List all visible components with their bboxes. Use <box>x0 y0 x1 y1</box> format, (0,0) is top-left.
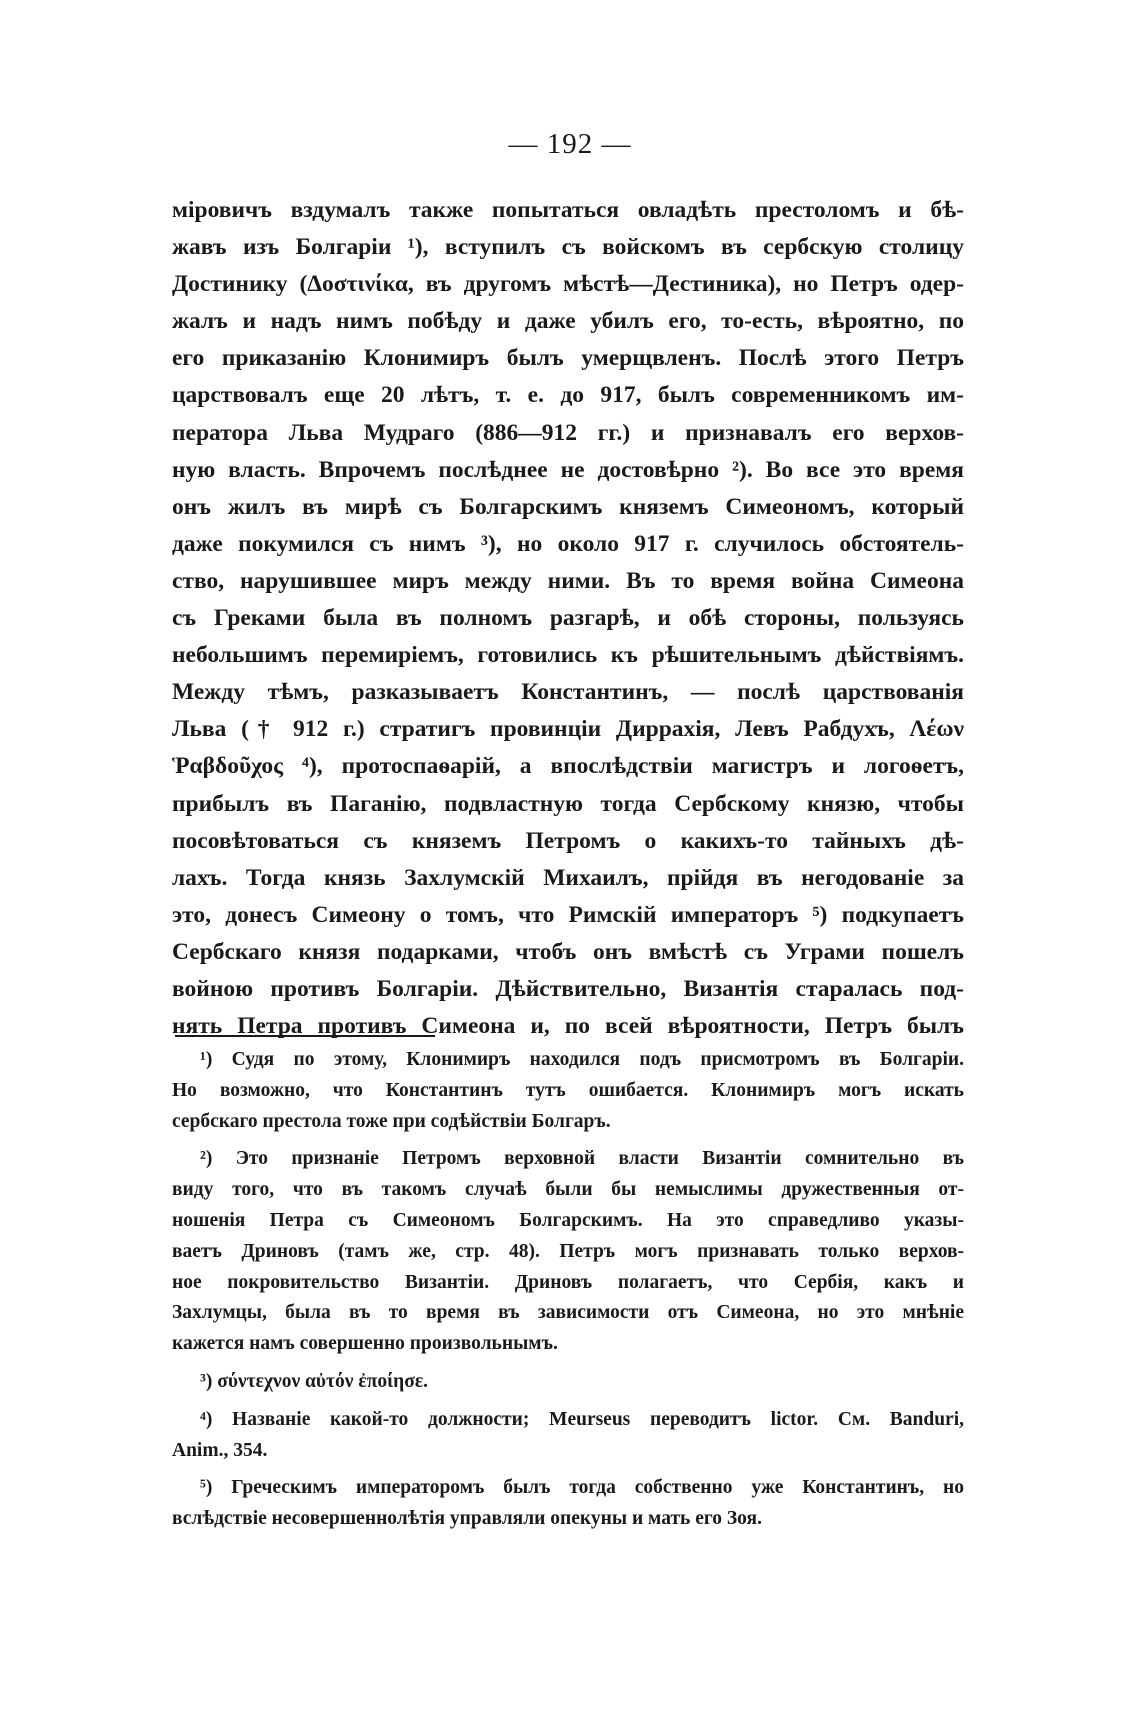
text-line: царствовалъ еще 20 лѣтъ, т. е. до 917, былъ современникомъ им- <box>172 382 964 409</box>
text-line: ство, нарушившее миръ между ними. Въ то время война Симеона <box>172 567 964 594</box>
footnote-2 <box>172 1144 964 1360</box>
text-line: посовѣтоваться съ княземъ Петромъ о какихъ-то тайныхъ дѣ- <box>172 827 964 854</box>
footnote-line: ное покровительство Византіи. Дриновъ полагаетъ, что Сербія, какъ и <box>172 1271 964 1293</box>
text-line: міровичъ вздумалъ также попытаться овладѣть престоломъ и бѣ- <box>172 197 964 223</box>
footnote-line: ⁵) Греческимъ императоромъ былъ тогда собственно уже Константинъ, но <box>200 1477 964 1499</box>
text-line: Сербскаго князя подарками, чтобъ онъ вмѣстѣ съ Уграми пошелъ <box>172 938 964 965</box>
text-line: Между тѣмъ, разказываетъ Константинъ, — послѣ царствованія <box>172 679 964 706</box>
footnote-5 <box>172 1473 964 1535</box>
footnote-4 <box>172 1405 964 1467</box>
text-line: это, донесъ Симеону о томъ, что Римскій императоръ ⁵) подкупаетъ <box>172 901 964 928</box>
text-line: его приказанію Клонимиръ былъ умерщвленъ. Послѣ этого Петръ <box>172 345 964 372</box>
text-line: даже покумился съ нимъ ³), но около 917 г. случилось обстоятель- <box>172 530 964 557</box>
footnote-line: ²) Это признаніе Петромъ верховной власти Византіи сомнительно въ <box>200 1148 964 1170</box>
text-line: ную власть. Впрочемъ послѣднее не достовѣрно ²). Во все это время <box>172 456 964 483</box>
footnote-line: ⁴) Названіе какой-то должности; Meurseus переводитъ lictor. См. Banduri, <box>200 1408 964 1430</box>
footnote-line: Захлумцы, была въ то время въ зависимости отъ Симеона, но это мнѣніе <box>172 1302 964 1324</box>
main-text <box>172 192 964 1045</box>
text-line: жалъ и надъ нимъ побѣду и даже убилъ его, то-есть, вѣроятно, по <box>172 308 964 335</box>
footnote-line: Но возможно, что Константинъ тутъ ошибается. Клонимиръ могъ искать <box>172 1079 964 1101</box>
text-line: Ῥαβδοῦχος ⁴), протоспаѳарій, а впослѣдствіи магистръ и логоѳетъ, <box>172 753 964 780</box>
footnote-line: ношенія Петра съ Симеономъ Болгарскимъ. На это справедливо указы- <box>172 1209 964 1231</box>
text-line: войною противъ Болгаріи. Дѣйствительно, Византія старалась под- <box>172 975 964 1002</box>
footnote-line: ¹) Судя по этому, Клонимиръ находился подъ присмотромъ въ Болгаріи. <box>200 1049 964 1070</box>
text-line: прибылъ въ Паганію, подвластную тогда Сербскому князю, чтобы <box>172 790 964 817</box>
footnote-line: виду того, что въ такомъ случаѣ были бы немыслимы дружественныя от- <box>172 1179 964 1201</box>
text-line: лахъ. Тогда князь Захлумскій Михаилъ, прійдя въ негодованіе за <box>172 864 964 891</box>
text-line: жавъ изъ Болгаріи ¹), вступилъ съ войскомъ въ сербскую столицу <box>172 234 964 261</box>
footnote-1 <box>172 1045 964 1137</box>
footnote-3 <box>172 1367 964 1398</box>
text-line: съ Греками была въ полномъ разгарѣ, и обѣ стороны, пользуясь <box>172 605 964 632</box>
text-line: нять Петра противъ Симеона и, по всей вѣроятности, Петръ былъ <box>172 1013 964 1040</box>
footnote-line: вслѣдствіе несовершеннолѣтія управляли опекуны и мать его Зоя. <box>172 1508 762 1530</box>
footnote-separator <box>175 1035 435 1037</box>
page-number: — 192 — <box>508 128 632 160</box>
text-line: Льва († 912 г.) стратигъ провинціи Диррахія, Левъ Рабдухъ, Λέων <box>172 716 964 743</box>
footnote-line: Anim., 354. <box>172 1439 268 1461</box>
footnotes <box>172 1045 964 1542</box>
text-line: небольшимъ перемиріемъ, готовились къ рѣшительнымъ дѣйствіямъ. <box>172 642 964 669</box>
footnote-line: кажется намъ совершенно произвольнымъ. <box>172 1333 558 1355</box>
footnote-line: сербскаго престола тоже при содѣйствіи Болгаръ. <box>172 1110 611 1132</box>
text-line: ператора Льва Мудраго (886—912 гг.) и признавалъ его верхов- <box>172 419 964 446</box>
footnote-line: ваетъ Дриновъ (тамъ же, стр. 48). Петръ могъ признавать только верхов- <box>172 1240 964 1262</box>
footnote-line: ³) σύντεχνον αὐτόν ἐποίησε. <box>200 1370 429 1392</box>
text-line: Достинику (Δοστινίκα, въ другомъ мѣстѣ—Дестиника), но Петръ одер- <box>172 271 964 298</box>
text-line: онъ жилъ въ мирѣ съ Болгарскимъ княземъ Симеономъ, который <box>172 493 964 520</box>
